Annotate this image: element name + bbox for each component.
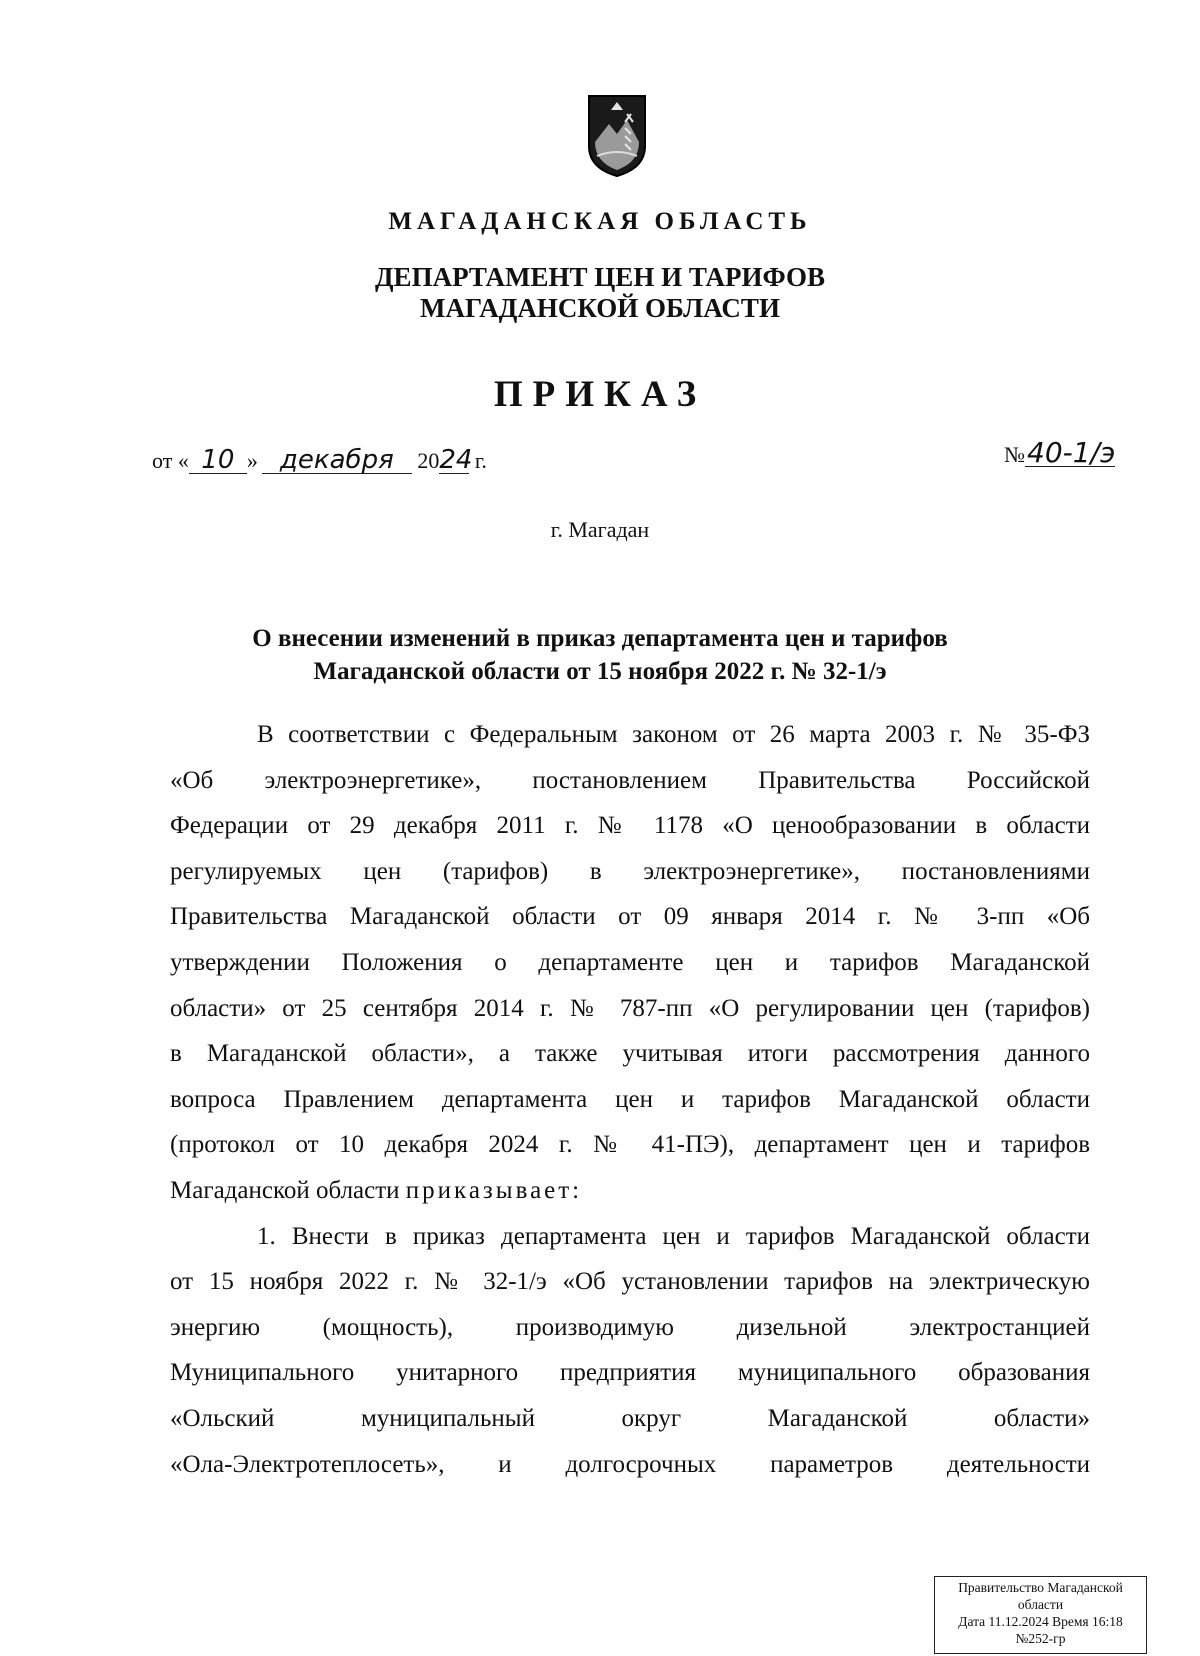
body-line: (протокол от 10 декабря 2024 г. № 41-ПЭ), департамент цен и тарифов xyxy=(170,1131,1090,1159)
date-sep: » xyxy=(246,448,258,473)
body-line: энергию (мощность), производимую дизельной электростанцией xyxy=(170,1313,1090,1341)
body-line: в Магаданской области», а также учитывая итоги рассмотрения данного xyxy=(170,1040,1090,1068)
department-heading xyxy=(0,262,1200,324)
date-suffix: г. xyxy=(474,448,487,473)
order-body xyxy=(170,712,1090,1487)
date-month-handwritten: декабря xyxy=(262,447,412,474)
stamp-line-3: Дата 11.12.2024 Время 16:18 xyxy=(958,1614,1123,1629)
body-line: области» от 25 сентября 2014 г. № 787-пп «О регулировании цен (тарифов) xyxy=(170,994,1090,1022)
paragraph-preamble xyxy=(170,712,1090,1214)
order-number-handwritten: 40-1/э xyxy=(1027,436,1116,469)
subject-line-1: О внесении изменений в приказ департамента цен и тарифов xyxy=(252,625,948,652)
order-number xyxy=(1004,436,1116,469)
date-year-prefix: 20 xyxy=(417,448,440,473)
city-line: г. Магадан xyxy=(550,517,650,542)
region-heading: МАГАДАНСКАЯ ОБЛАСТЬ xyxy=(388,208,812,235)
orders-word: приказывает: xyxy=(405,1176,583,1204)
body-line: Федерации от 29 декабря 2011 г. № 1178 «О ценообразовании в области xyxy=(170,812,1090,840)
date-day-handwritten: 10 xyxy=(189,447,247,474)
stamp-line-4: №252-гр xyxy=(1015,1631,1066,1646)
body-line: «Об электроэнергетике», постановлением Правительства Российской xyxy=(170,766,1090,794)
body-line: вопроса Правлением департамента цен и тарифов Магаданской области xyxy=(170,1085,1090,1113)
department-line-1: ДЕПАРТАМЕНТ ЦЕН И ТАРИФОВ xyxy=(374,262,826,292)
body-text: Магаданской области xyxy=(170,1176,400,1204)
date-year-handwritten: 24 xyxy=(439,445,473,475)
department-line-2: МАГАДАНСКОЙ ОБЛАСТИ xyxy=(420,293,780,323)
body-line: утверждении Положения о департаменте цен и тарифов Магаданской xyxy=(170,948,1090,976)
registration-stamp xyxy=(934,1576,1147,1654)
coat-of-arms-icon xyxy=(587,94,647,178)
stamp-line-1: Правительство Магаданской xyxy=(958,1580,1123,1595)
stamp-line-2: области xyxy=(1017,1597,1064,1612)
order-date xyxy=(152,447,487,474)
number-prefix: № xyxy=(1004,442,1025,467)
document-type-title: ПРИКАЗ xyxy=(493,374,707,415)
date-prefix: от « xyxy=(152,448,189,473)
body-line-last xyxy=(170,1168,1090,1214)
order-subject xyxy=(0,622,1200,688)
body-line: В соответствии с Федеральным законом от 26 марта 2003 г. № 35-ФЗ xyxy=(257,721,1090,748)
body-line: Муниципального унитарного предприятия муниципального образования xyxy=(170,1359,1090,1387)
body-line: «Ола-Электротеплосеть», и долгосрочных параметров деятельности xyxy=(170,1450,1090,1478)
paragraph-item-1 xyxy=(170,1214,1090,1488)
body-line: регулируемых цен (тарифов) в электроэнергетике», постановлениями xyxy=(170,857,1090,885)
body-line: «Ольский муниципальный округ Магаданской области» xyxy=(170,1404,1090,1432)
subject-line-2: Магаданской области от 15 ноября 2022 г. № 32-1/э xyxy=(313,658,887,685)
body-line: Правительства Магаданской области от 09 января 2014 г. № 3-пп «Об xyxy=(170,903,1090,931)
body-line: 1. Внести в приказ департамента цен и тарифов Магаданской области xyxy=(257,1222,1090,1250)
body-line: от 15 ноября 2022 г. № 32-1/э «Об установлении тарифов на электрическую xyxy=(170,1268,1090,1296)
